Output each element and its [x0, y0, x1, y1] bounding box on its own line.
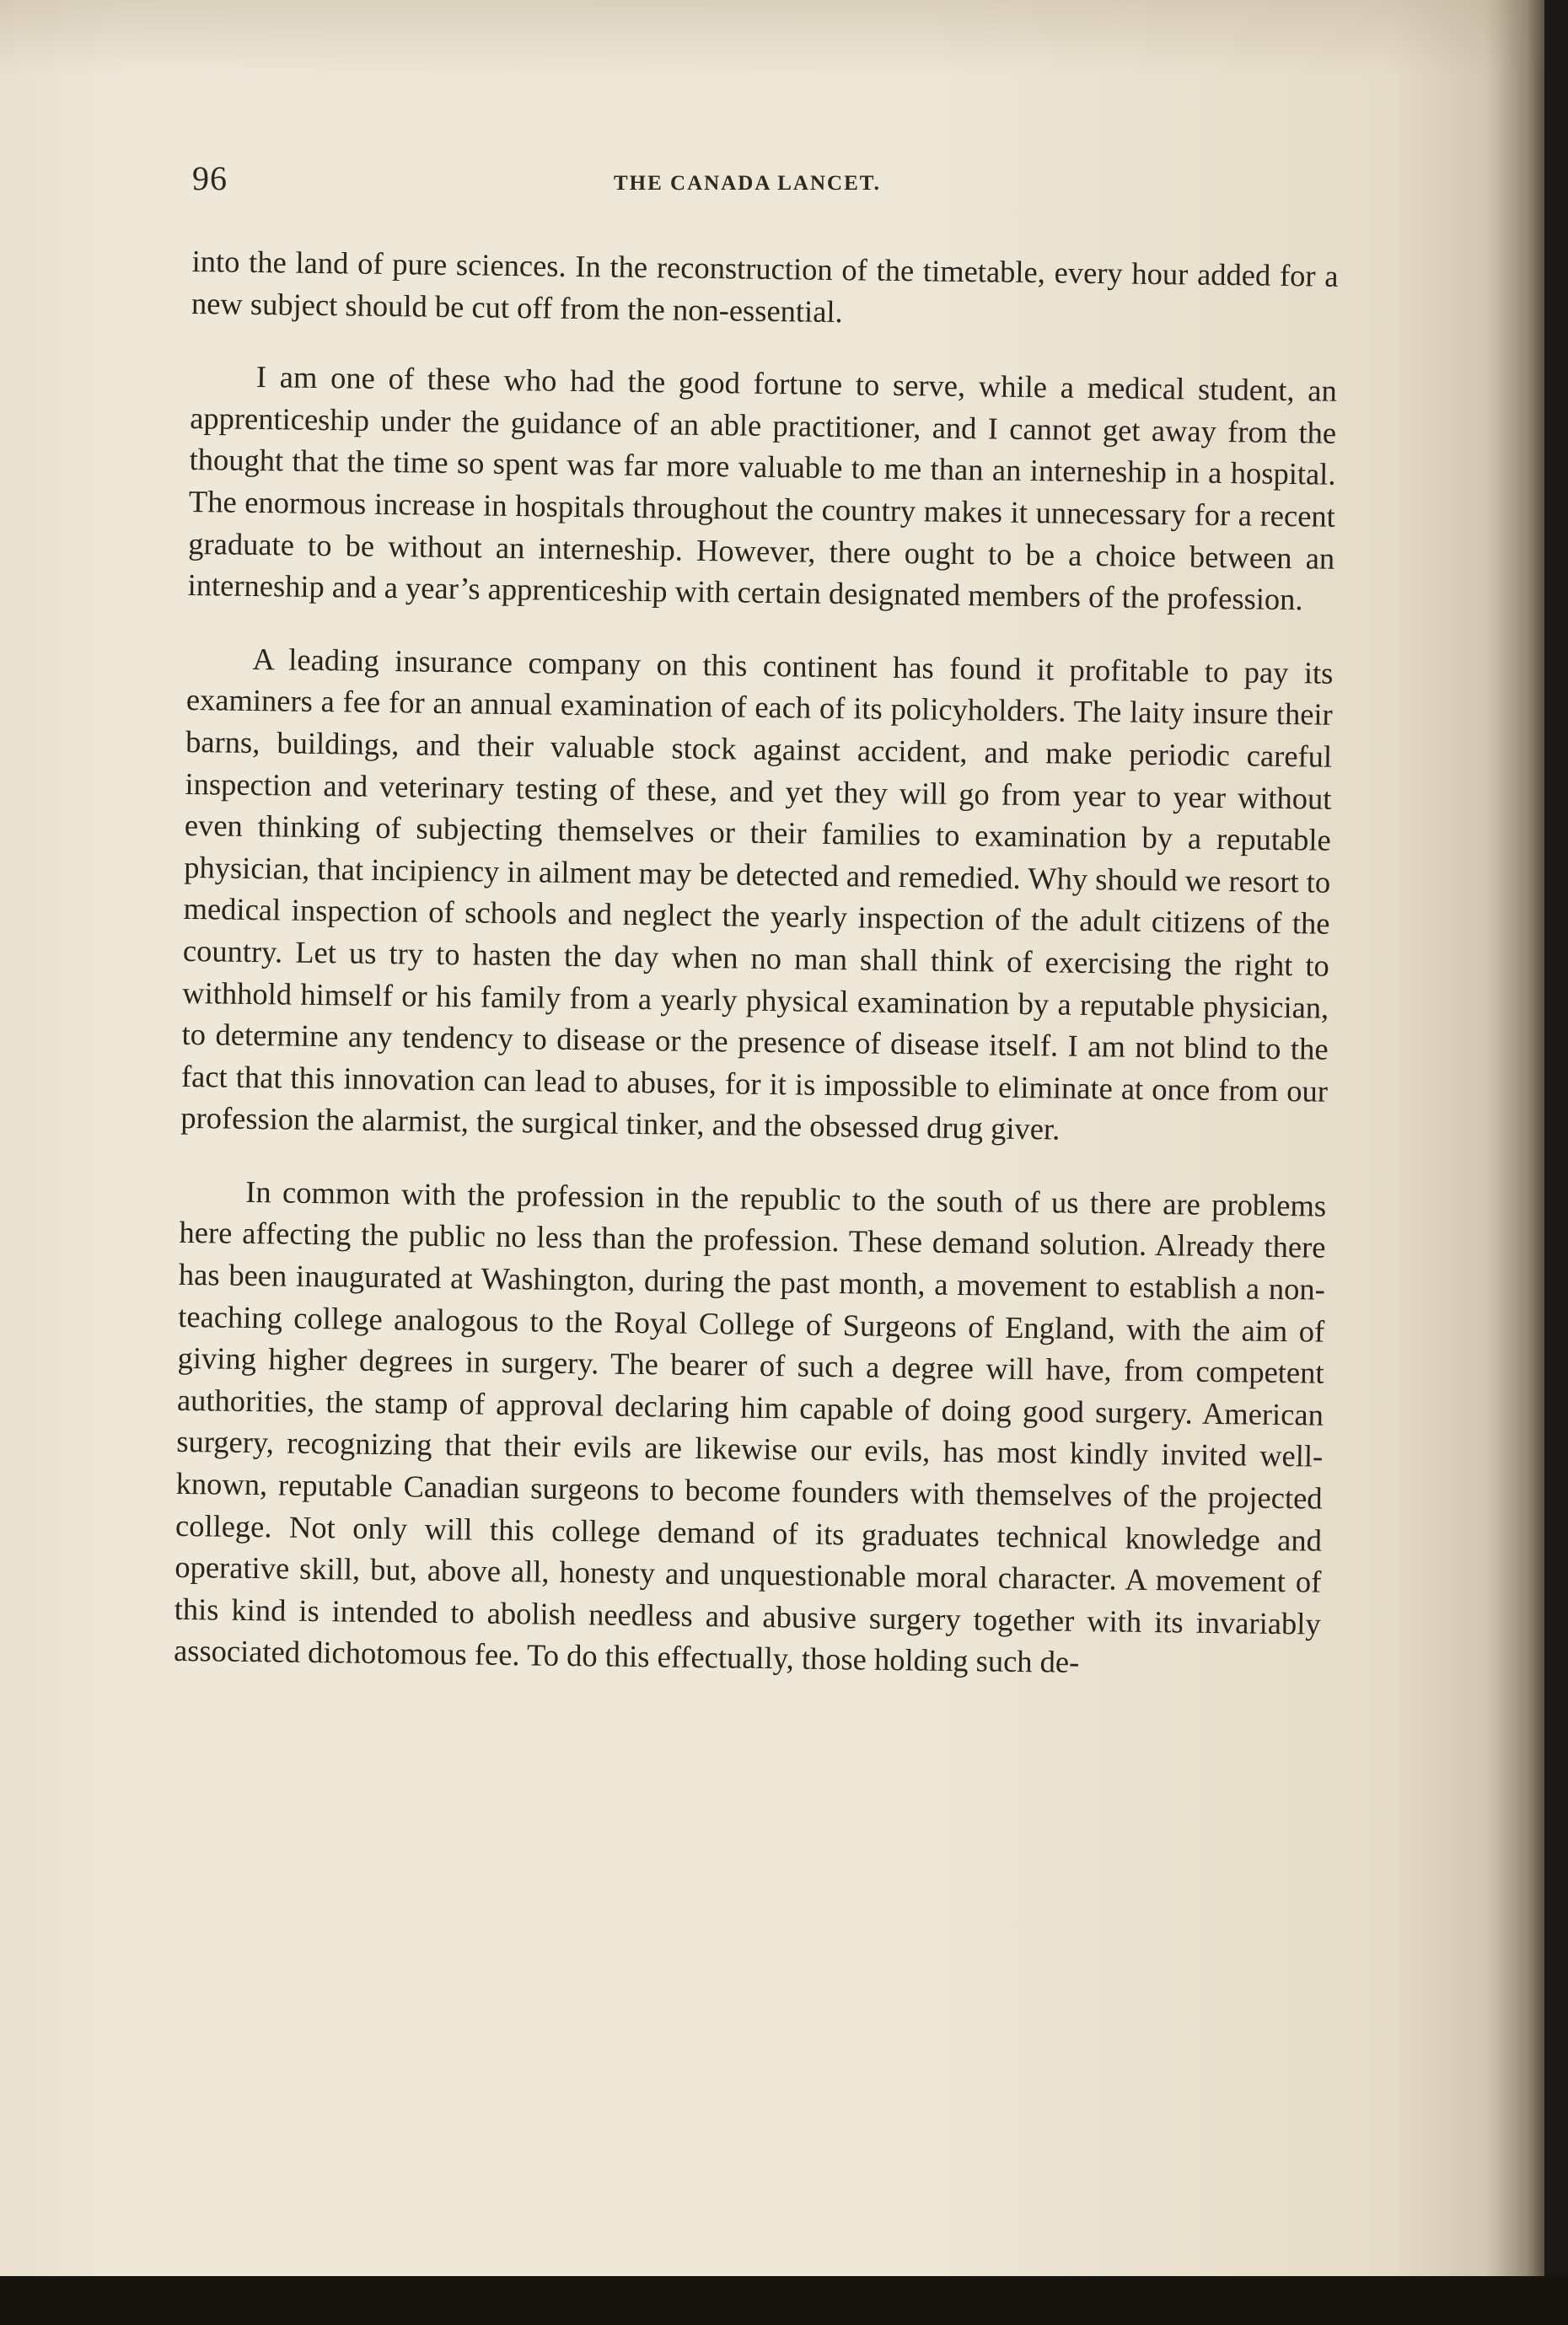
- page-number: 96: [192, 159, 228, 197]
- paragraph-insurance-examination: A leading insurance company on this continent has found it profitable to pay its examiners a fee for an annual examination of each of its policyholders. The laity insure their barns, buildings, and their valuable stock against accident, and make periodic careful inspection and veterinary testing of these, and yet they will go from year to year without even thinking of subjecting themselves or their families to examination by a reputable physician, that incipiency in ailment may be detected and remedied. Why should we resort to medical inspection of schools and neglect the yearly inspection of the adult citizens of the country. Let us try to hasten the day when no man shall think of exercising the right to withhold himself or his family from a yearly physical examination by a reputable physician, to determine any tendency to disease or the presence of disease itself. I am not blind to the fact that this innovation can lead to abuses, for it is impossible to eliminate at once from our profession the alarmist, the surgical tinker, and the obsessed drug giver.: [180, 641, 1334, 1146]
- scan-background-edge: [0, 2276, 1568, 2325]
- paragraph-continued: into the land of pure sciences. In the reconstruction of the timetable, every hour added for a new subject should be cut off from the non-essential.: [191, 243, 1339, 329]
- paragraph-surgical-college: In common with the profession in the republic to the south of us there are problems here affecting the public no less than the profession. These demand solution. Already there has been inaugurated at Washington, during the past month, a movement to establish a non-teaching college analogous to the Royal College of Surgeons of England, with the aim of giving higher degrees in surgery. The bearer of such a degree will have, from competent authorities, the stamp of approval declaring him capable of doing good surgery. American surgery, recognizing that their evils are likewise our evils, has most kindly invited well-known, reputable Canadian surgeons to become founders with themselves of the projected college. Not only will this college demand of its graduates technical knowledge and operative skill, but, above all, honesty and unquestionable moral character. A movement of this kind is intended to abolish needless and abusive surgery together with its invariably associated dichotomous fee. To do this effectually, those holding such de-: [173, 1173, 1327, 1680]
- running-title: THE CANADA LANCET.: [614, 172, 881, 195]
- page-top-shading: [0, 0, 1544, 76]
- binding-gutter-shadow: [1485, 0, 1544, 2276]
- page-header: [192, 158, 1356, 209]
- body-text: [173, 240, 1339, 1718]
- paragraph-apprenticeship: I am one of these who had the good fortune to serve, while a medical student, an apprenticeship under the guidance of an able practitioner, and I cannot get away from the thought that the time so spent was far more valuable to me than an interneship in a hospital. The enormous increase in hospitals throughout the country makes it unnecessary for a recent graduate to be without an interneship. However, there ought to be a choice between an interneship and a year’s apprenticeship with certain designated members of the profession.: [187, 359, 1338, 617]
